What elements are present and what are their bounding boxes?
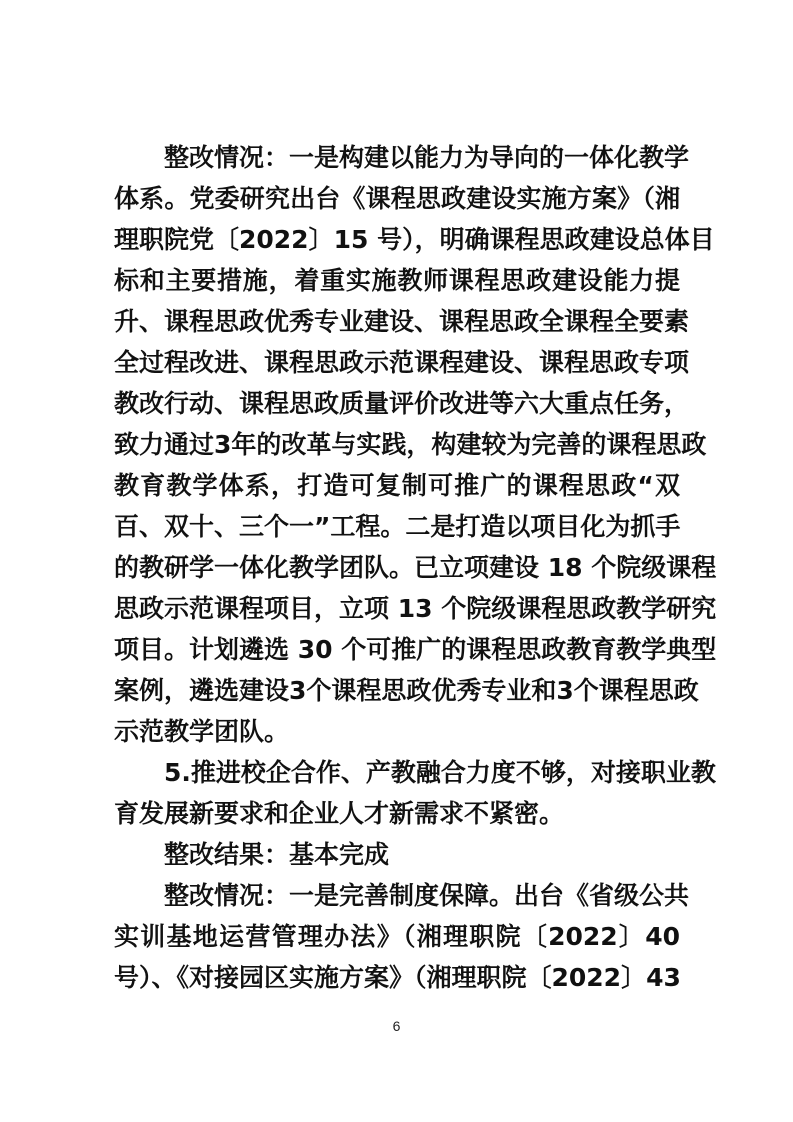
section-heading-line: 育发展新要求和企业人才新需求不紧密。 [114,799,565,828]
paragraph-line: 思政示范课程项目，立项 13 个院级课程思政教学研究 [114,594,717,623]
paragraph-line: 整改情况：一是完善制度保障。出台《省级公共 [164,881,690,910]
paragraph-line: 示范教学团队。 [114,717,290,746]
paragraph-line: 标和主要措施，着重实施教师课程思政建设能力提 [114,266,680,295]
paragraph-line: 百、双十、三个一”工程。二是打造以项目化为抓手 [114,512,681,541]
page-number: 6 [392,1018,401,1034]
paragraph-line: 理职院党〔2022〕15 号），明确课程思政建设总体目 [114,225,715,254]
result-line: 整改结果：基本完成 [164,840,390,869]
paragraph-line: 教育教学体系，打造可复制可推广的课程思政“双 [114,471,680,500]
paragraph-line: 致力通过3年的改革与实践，构建较为完善的课程思政 [114,430,707,459]
paragraph-line: 教改行动、课程思政质量评价改进等六大重点任务， [114,389,690,418]
paragraph-line: 升、课程思政优秀专业建设、课程思政全课程全要素 [114,307,690,336]
paragraph-line: 项目。计划遴选 30 个可推广的课程思政教育教学典型 [114,635,717,664]
paragraph-line: 号）、《对接园区实施方案》（湘理职院〔2022〕43 [114,963,681,992]
paragraph-line: 案例，遴选建设3个课程思政优秀专业和3个课程思政 [114,676,699,705]
section-heading-line: 5.推进校企合作、产教融合力度不够，对接职业教 [164,758,716,787]
paragraph-line: 的教研学一体化教学团队。已立项建设 18 个院级课程 [114,553,717,582]
paragraph-line: 实训基地运营管理办法》（湘理职院〔2022〕40 [114,922,680,951]
paragraph-line: 体系。党委研究出台《课程思政建设实施方案》（湘 [114,184,680,213]
paragraph-line: 整改情况：一是构建以能力为导向的一体化教学 [164,143,690,172]
paragraph-line: 全过程改进、课程思政示范课程建设、课程思政专项 [114,348,690,377]
